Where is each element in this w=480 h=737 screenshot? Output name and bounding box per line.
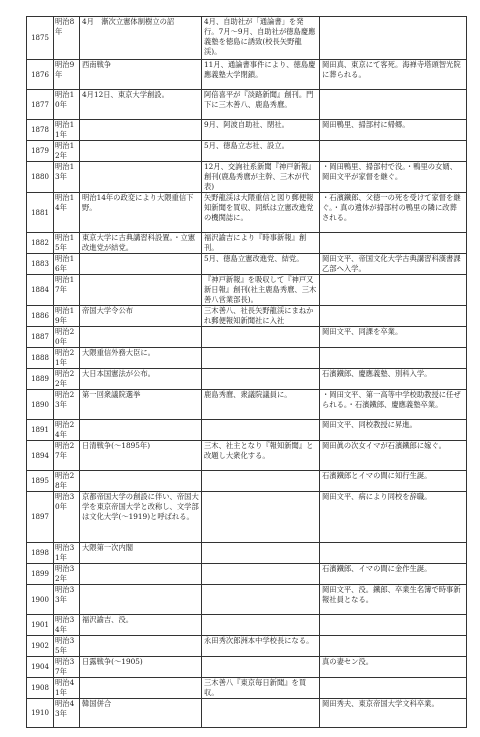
national-events-cell: 福沢諭吉、没。	[80, 615, 202, 636]
era-cell: 明治37年	[54, 657, 80, 678]
press-events-cell	[202, 657, 320, 678]
family-events-cell: 岡田文平、同校教授に昇進。	[320, 420, 467, 441]
national-events-cell: 東京大学に古典講習科設置。・立憲改進党が結党。	[80, 233, 202, 254]
table-row	[27, 441, 467, 471]
table-row	[27, 193, 467, 233]
table-row	[27, 327, 467, 348]
year-cell: 1886	[27, 306, 54, 327]
family-events-cell	[320, 141, 467, 162]
family-events-cell	[320, 615, 467, 636]
family-events-cell	[320, 306, 467, 327]
national-events-cell	[80, 141, 202, 162]
national-events-cell: 第一回衆議院選挙	[80, 390, 202, 420]
national-events-cell: 4月12日、東京大学創設。	[80, 90, 202, 120]
table-row	[27, 141, 467, 162]
year-cell: 1894	[27, 441, 54, 471]
year-cell: 1910	[27, 699, 54, 728]
table-row	[27, 615, 467, 636]
era-cell: 明治22年	[54, 369, 80, 390]
year-cell: 1900	[27, 585, 54, 615]
year-cell: 1908	[27, 678, 54, 699]
national-events-cell: 大隈重信外務大臣に。	[80, 348, 202, 369]
table-row	[27, 275, 467, 306]
era-cell: 明治33年	[54, 585, 80, 615]
press-events-cell: 三木善八、社長矢野龍渓にまねかれ郵便報知新聞社に入社	[202, 306, 320, 327]
press-events-cell	[202, 420, 320, 441]
era-cell: 明治21年	[54, 348, 80, 369]
family-events-cell: ・石濱鐵郎、父徳一の死を受けて家督を継ぐ。・真の遺体が掃部村の鴨里の隣に改葬される。	[320, 193, 467, 233]
press-events-cell: 『神戸新報』を吸収して『神戸又新日報』創刊(社主鹿島秀麿、三木善八営業部長)。	[202, 275, 320, 306]
press-events-cell	[202, 369, 320, 390]
era-cell: 明治11年	[54, 120, 80, 141]
press-events-cell: 11月、通論書事件により、徳島慶應義塾大学閉鎖。	[202, 60, 320, 90]
table-row	[27, 543, 467, 564]
table-row	[27, 420, 467, 441]
year-cell: 1881	[27, 193, 54, 233]
table-row	[27, 120, 467, 141]
table-row	[27, 162, 467, 193]
press-events-cell: 12月、交詢社系新聞『神戸新報』創刊(鹿島秀麿が主幹、三木が代表)	[202, 162, 320, 193]
press-events-cell	[202, 348, 320, 369]
table-row	[27, 254, 467, 275]
press-events-cell: 鹿島秀麿、衆議院議員に。	[202, 390, 320, 420]
national-events-cell	[80, 275, 202, 306]
family-events-cell: ・岡田文平、第一高等中学校助教授に任ぜられる。・石濱鐵郎、慶應義塾卒業。	[320, 390, 467, 420]
national-events-cell: 大隈第一次内閣	[80, 543, 202, 564]
national-events-cell	[80, 585, 202, 615]
era-cell: 明治30年	[54, 492, 80, 543]
national-events-cell: 4月 漸次立憲体制樹立の詔	[80, 17, 202, 60]
year-cell: 1878	[27, 120, 54, 141]
family-events-cell: 岡田真、東京にて客死。海禅寺塔頭智光院に葬られる。	[320, 60, 467, 90]
year-cell: 1902	[27, 636, 54, 657]
era-cell: 明治9年	[54, 60, 80, 90]
year-cell: 1904	[27, 657, 54, 678]
year-cell: 1880	[27, 162, 54, 193]
era-cell: 明治8年	[54, 17, 80, 60]
era-cell: 明治15年	[54, 233, 80, 254]
national-events-cell	[80, 471, 202, 492]
table-row	[27, 657, 467, 678]
table-row	[27, 369, 467, 390]
press-events-cell	[202, 699, 320, 728]
table-row	[27, 564, 467, 585]
family-events-cell: 岡田文平、帝国文化大学古典講習科漢書課乙部へ入学。	[320, 254, 467, 275]
year-cell: 1875	[27, 17, 54, 60]
family-events-cell: 岡田文平、同課を卒業。	[320, 327, 467, 348]
family-events-cell: 岡田文平、病により同校を辞職。	[320, 492, 467, 543]
press-events-cell: 矢野龍渓は大隈重信と図り郵便報知新聞を買収、同紙は立憲改進党の機関誌に。	[202, 193, 320, 233]
year-cell: 1898	[27, 543, 54, 564]
era-cell: 明治35年	[54, 636, 80, 657]
press-events-cell: 阿倍喜平が『淡路新聞』創刊。門下に三木善八、鹿島秀麿。	[202, 90, 320, 120]
national-events-cell	[80, 636, 202, 657]
national-events-cell: 日清戦争(～1895年)	[80, 441, 202, 471]
national-events-cell: 明治14年の政変により大隈重信下野。	[80, 193, 202, 233]
national-events-cell: 帝国大学令公布	[80, 306, 202, 327]
press-events-cell: 4月、自助社が「通論書」を発行。7月～9月、自助社が徳島慶應義塾を徳島に誘致(校長矢野龍渓)。	[202, 17, 320, 60]
table-row	[27, 390, 467, 420]
press-events-cell: 三木、社主となり『報知新聞』と改題し大衆化する。	[202, 441, 320, 471]
family-events-cell: 石濱鐵郎、イマの間に金作生誕。	[320, 564, 467, 585]
family-events-cell: 岡田鴨里、掃部村に帰郷。	[320, 120, 467, 141]
family-events-cell	[320, 233, 467, 254]
national-events-cell: 大日本国憲法が公布。	[80, 369, 202, 390]
year-cell: 1887	[27, 327, 54, 348]
era-cell: 明治10年	[54, 90, 80, 120]
family-events-cell: 岡田文平、没。鐵郎、卒業生名簿で時事新報社員となる。	[320, 585, 467, 615]
era-cell: 明治20年	[54, 327, 80, 348]
era-cell: 明治23年	[54, 390, 80, 420]
family-events-cell: 真の妻セン没。	[320, 657, 467, 678]
family-events-cell	[320, 543, 467, 564]
table-row	[27, 471, 467, 492]
family-events-cell: 石濱鐵郎、慶應義塾、別科入学。	[320, 369, 467, 390]
family-events-cell	[320, 678, 467, 699]
year-cell: 1883	[27, 254, 54, 275]
national-events-cell: 日露戦争(～1905)	[80, 657, 202, 678]
table-row	[27, 348, 467, 369]
year-cell: 1884	[27, 275, 54, 306]
family-events-cell	[320, 275, 467, 306]
year-cell: 1889	[27, 369, 54, 390]
era-cell: 明治13年	[54, 162, 80, 193]
national-events-cell: 韓国併合	[80, 699, 202, 728]
family-events-cell	[320, 90, 467, 120]
national-events-cell	[80, 120, 202, 141]
table-row	[27, 90, 467, 120]
press-events-cell	[202, 327, 320, 348]
national-events-cell	[80, 678, 202, 699]
press-events-cell: 永田秀次郎洲本中学校長になる。	[202, 636, 320, 657]
press-events-cell	[202, 543, 320, 564]
press-events-cell: 9月、阿波自助社、閉社。	[202, 120, 320, 141]
year-cell: 1891	[27, 420, 54, 441]
family-events-cell: 岡田秀夫、東京帝国大学文科卒業。	[320, 699, 467, 728]
press-events-cell	[202, 615, 320, 636]
national-events-cell	[80, 564, 202, 585]
era-cell: 明治31年	[54, 543, 80, 564]
press-events-cell: 福沢諭吉により『時事新報』創刊。	[202, 233, 320, 254]
national-events-cell: 西南戦争	[80, 60, 202, 90]
era-cell: 明治28年	[54, 471, 80, 492]
year-cell: 1877	[27, 90, 54, 120]
year-cell: 1879	[27, 141, 54, 162]
press-events-cell	[202, 564, 320, 585]
year-cell: 1888	[27, 348, 54, 369]
era-cell: 明治12年	[54, 141, 80, 162]
family-events-cell: 石濱鐵郎とイマの間に知行生誕。	[320, 471, 467, 492]
era-cell: 明治17年	[54, 275, 80, 306]
national-events-cell: 京都帝国大学の創設に伴い、帝国大学を東京帝国大学と改称し、文学部は文化大学(～1919)と呼ばれる。	[80, 492, 202, 543]
year-cell: 1895	[27, 471, 54, 492]
national-events-cell	[80, 420, 202, 441]
table-row	[27, 233, 467, 254]
family-events-cell: 岡田眞の次女イマが石濱鐵郎に嫁ぐ。	[320, 441, 467, 471]
family-events-cell: ・岡田鴨里、掃部村で没。・鴨里の女婿、岡田文平が家督を継ぐ。	[320, 162, 467, 193]
press-events-cell: 5月、徳島立志社、設立。	[202, 141, 320, 162]
table-row	[27, 585, 467, 615]
era-cell: 明治16年	[54, 254, 80, 275]
national-events-cell	[80, 254, 202, 275]
table-row	[27, 636, 467, 657]
era-cell: 明治43年	[54, 699, 80, 728]
family-events-cell	[320, 636, 467, 657]
table-row	[27, 17, 467, 60]
era-cell: 明治34年	[54, 615, 80, 636]
family-events-cell	[320, 348, 467, 369]
table-row	[27, 678, 467, 699]
press-events-cell	[202, 492, 320, 543]
press-events-cell: 5月、徳島立憲改進党、結党。	[202, 254, 320, 275]
year-cell: 1890	[27, 390, 54, 420]
year-cell: 1876	[27, 60, 54, 90]
press-events-cell	[202, 471, 320, 492]
national-events-cell	[80, 327, 202, 348]
table-row	[27, 60, 467, 90]
era-cell: 明治19年	[54, 306, 80, 327]
year-cell: 1901	[27, 615, 54, 636]
chronology-table	[26, 16, 467, 728]
national-events-cell	[80, 162, 202, 193]
era-cell: 明治41年	[54, 678, 80, 699]
family-events-cell	[320, 17, 467, 60]
era-cell: 明治32年	[54, 564, 80, 585]
press-events-cell	[202, 585, 320, 615]
table-row	[27, 492, 467, 543]
table-row	[27, 699, 467, 728]
press-events-cell: 三木善八『東京毎日新聞』を買収。	[202, 678, 320, 699]
year-cell: 1899	[27, 564, 54, 585]
era-cell: 明治24年	[54, 420, 80, 441]
table-row	[27, 306, 467, 327]
era-cell: 明治27年	[54, 441, 80, 471]
year-cell: 1897	[27, 492, 54, 543]
era-cell: 明治14年	[54, 193, 80, 233]
year-cell: 1882	[27, 233, 54, 254]
